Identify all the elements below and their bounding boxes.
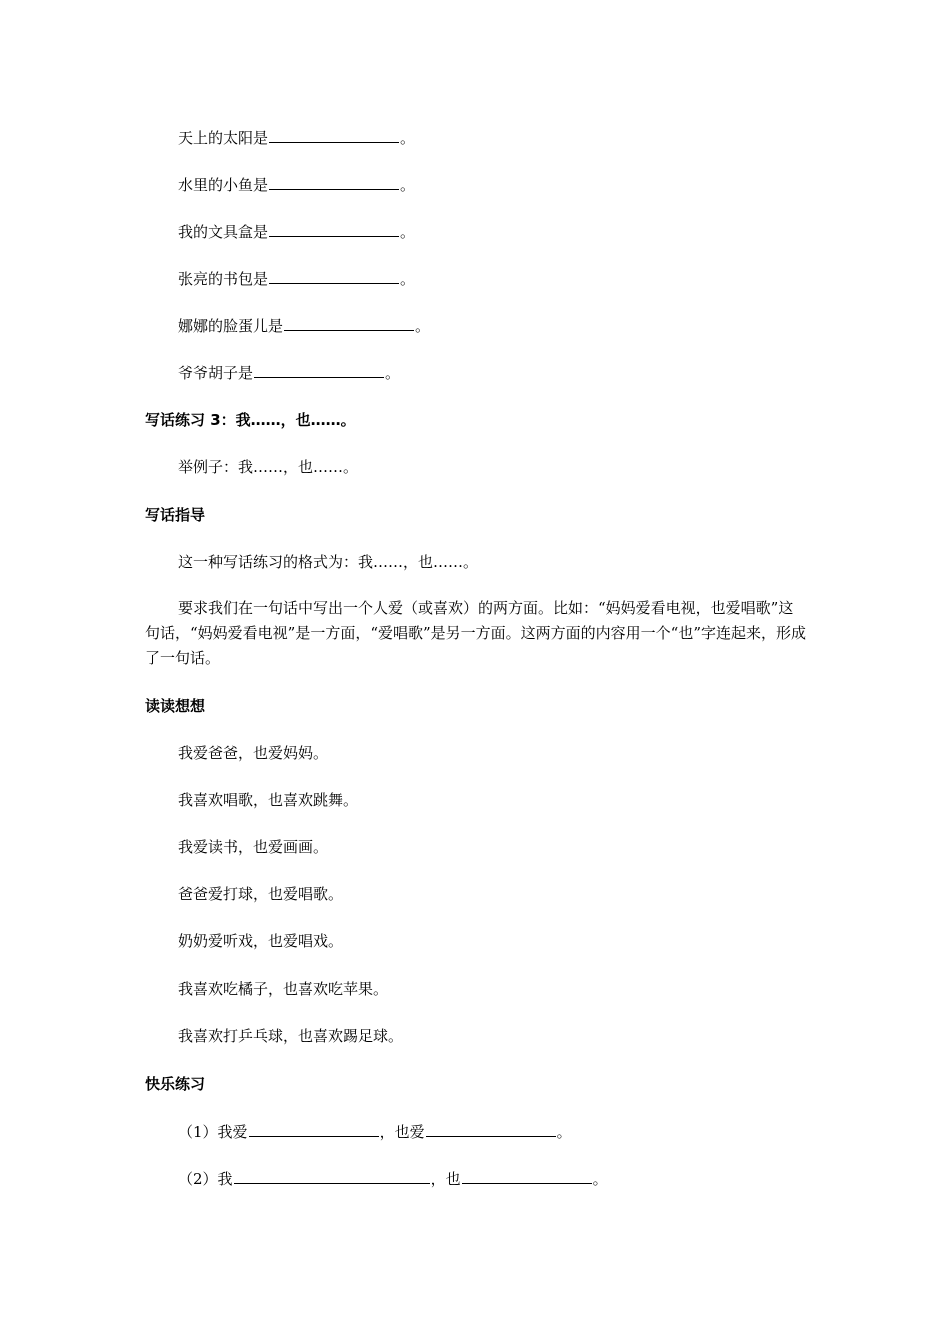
question-text: 我 xyxy=(217,1170,233,1188)
practice-question-2 xyxy=(178,1168,608,1190)
section-heading: 写话练习 3：我……，也……。 xyxy=(145,411,356,429)
practice-question-1 xyxy=(178,1121,572,1143)
question-text: 我爱 xyxy=(217,1123,248,1141)
fill-line xyxy=(178,221,415,243)
question-text: ，也爱 xyxy=(379,1123,425,1141)
question-end: 。 xyxy=(556,1123,572,1141)
fill-line xyxy=(178,268,415,290)
fill-prefix: 天上的太阳是 xyxy=(178,129,269,147)
answer-blank[interactable] xyxy=(269,175,399,190)
question-text: ，也 xyxy=(430,1170,461,1188)
answer-blank[interactable] xyxy=(462,1169,592,1184)
example-sentence: 我爱爸爸，也爱妈妈。 xyxy=(178,744,329,762)
fill-suffix: 。 xyxy=(400,223,416,241)
question-number: （1） xyxy=(178,1123,218,1141)
fill-suffix: 。 xyxy=(415,317,431,335)
answer-blank[interactable] xyxy=(254,363,384,378)
fill-line xyxy=(178,315,430,337)
fill-prefix: 张亮的书包是 xyxy=(178,270,269,288)
guide-paragraph-2: 要求我们在一句话中写出一个人爱（或喜欢）的两方面。比如：“妈妈爱看电视，也爱唱歌”这句话，“妈妈爱看电视”是一方面，“爱唱歌”是另一方面。这两方面的内容用一个“也”字连起来，形成了一句话。 xyxy=(145,599,807,667)
answer-blank[interactable] xyxy=(284,316,414,331)
example-line: 举例子：我……，也……。 xyxy=(178,458,359,476)
example-sentence: 我爱读书，也爱画画。 xyxy=(178,838,329,856)
practice-heading: 快乐练习 xyxy=(145,1075,206,1093)
answer-blank[interactable] xyxy=(269,269,399,284)
fill-suffix: 。 xyxy=(400,270,416,288)
question-number: （2） xyxy=(178,1170,218,1188)
answer-blank[interactable] xyxy=(269,222,399,237)
fill-suffix: 。 xyxy=(400,129,416,147)
answer-blank[interactable] xyxy=(234,1169,430,1184)
fill-prefix: 娜娜的脸蛋儿是 xyxy=(178,317,284,335)
fill-prefix: 爷爷胡子是 xyxy=(178,364,254,382)
fill-line xyxy=(178,127,415,149)
answer-blank[interactable] xyxy=(426,1122,556,1137)
example-sentence: 奶奶爱听戏，也爱唱戏。 xyxy=(178,932,344,950)
example-sentence: 我喜欢吃橘子，也喜欢吃苹果。 xyxy=(178,980,389,998)
example-sentence: 我喜欢唱歌，也喜欢跳舞。 xyxy=(178,791,359,809)
fill-prefix: 水里的小鱼是 xyxy=(178,176,269,194)
fill-suffix: 。 xyxy=(400,176,416,194)
example-sentence: 爸爸爱打球，也爱唱歌。 xyxy=(178,885,344,903)
question-end: 。 xyxy=(592,1170,608,1188)
read-heading: 读读想想 xyxy=(145,697,206,715)
fill-line xyxy=(178,362,400,384)
guide-paragraph-1: 这一种写话练习的格式为：我……，也……。 xyxy=(178,553,479,571)
guide-heading: 写话指导 xyxy=(145,506,206,524)
fill-prefix: 我的文具盒是 xyxy=(178,223,269,241)
answer-blank[interactable] xyxy=(249,1122,379,1137)
answer-blank[interactable] xyxy=(269,128,399,143)
fill-suffix: 。 xyxy=(385,364,401,382)
fill-line xyxy=(178,174,415,196)
example-sentence: 我喜欢打乒乓球，也喜欢踢足球。 xyxy=(178,1027,404,1045)
